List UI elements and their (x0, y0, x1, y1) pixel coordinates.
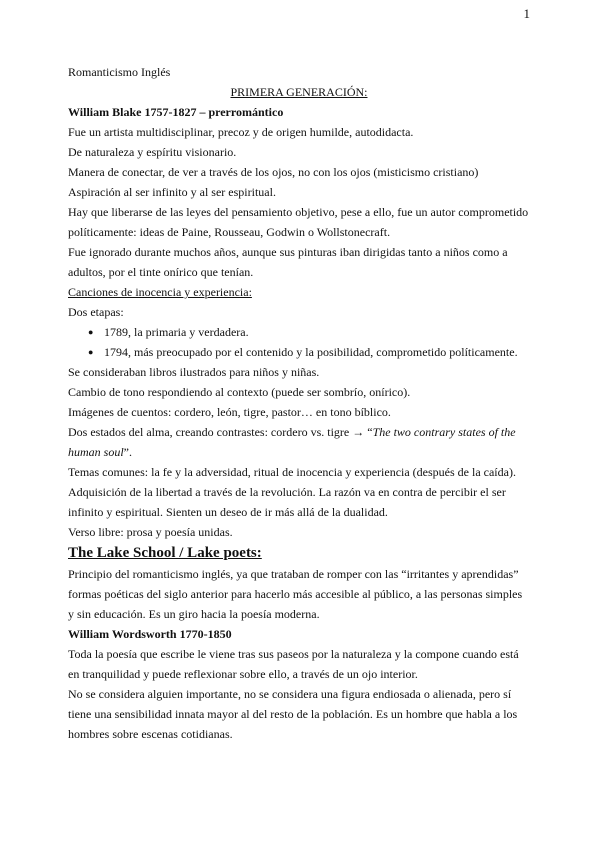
blake-paragraph: Hay que liberarse de las leyes del pensamiento objetivo, pese a ello, fue un autor comprometido políticamente: ideas de Paine, Rousseau, Godwin o Wollstonecraft. (68, 205, 529, 239)
etapas-list (68, 322, 530, 362)
temas-paragraph: Temas comunes: la fe y la adversidad, ritual de inocencia y experiencia (después de la caída). Adquisición de la libertad a través de la revolución. La razón va en contra de percibir el ser infinito y espiritual. Sienten un deseo de ir más allá de la dualidad. (68, 465, 516, 519)
dos-etapas-label: Dos etapas: (68, 305, 124, 319)
document-title: Romanticismo Inglés (68, 65, 171, 79)
lake-school-heading: The Lake School / Lake poets: (68, 545, 262, 561)
wordsworth-paragraph: Toda la poesía que escribe le viene tras sus paseos por la naturaleza y la compone cuando está en tranquilidad y puede reflexionar sobre ello, a través de un ojo interior. (68, 647, 519, 681)
blake-paragraph: Cambio de tono respondiendo al contexto (puede ser sombrío, onírico). (68, 385, 411, 399)
wordsworth-heading: William Wordsworth 1770-1850 (68, 627, 232, 641)
estados-suffix: ”. (123, 445, 132, 459)
blake-paragraph: Fue un artista multidisciplinar, precoz y de origen humilde, autodidacta. (68, 125, 414, 139)
estados-prefix: Dos estados del alma, creando contrastes: cordero vs. tigre → “ (68, 425, 373, 439)
list-item: ● 1794, más preocupado por el contenido y la posibilidad, comprometido políticamente. (104, 342, 530, 362)
list-item: ● 1789, la primaria y verdadera. (104, 322, 530, 342)
page-number: 1 (523, 6, 530, 21)
blake-paragraph: De naturaleza y espíritu visionario. (68, 145, 237, 159)
estados-paragraph (68, 422, 530, 462)
estados-quote: The two contrary states of the human soul (68, 425, 516, 459)
blake-paragraph: Fue ignorado durante muchos años, aunque sus pinturas iban dirigidas tanto a niños como a adultos, por el tinte onírico que tenían. (68, 245, 508, 279)
blake-paragraph: Imágenes de cuentos: cordero, león, tigre, pastor… en tono bíblico. (68, 405, 391, 419)
lake-paragraph: Principio del romanticismo inglés, ya que trataban de romper con las “irritantes y aprendidas” formas poéticas del siglo anterior para hacerlo más accesible al público, a las personas simples y sin educación. Es un giro hacia la poesía moderna. (68, 567, 523, 621)
document-body (68, 62, 530, 744)
blake-paragraph: Manera de conectar, de ver a través de los ojos, no con los ojos (misticismo cristiano) Aspiración al ser infinito y al ser espiritual. (68, 165, 479, 199)
blake-heading: William Blake 1757-1827 – prerromántico (68, 105, 284, 119)
verso-paragraph: Verso libre: prosa y poesía unidas. (68, 525, 233, 539)
wordsworth-paragraph: No se considera alguien importante, no se considera una figura endiosada o alienada, pero sí tiene una sensibilidad innata mayor al del resto de la población. Es un hombre que habla a los hombres sobre escenas cotidianas. (68, 687, 518, 741)
section-heading-primera-generacion: PRIMERA GENERACIÓN: (230, 85, 368, 99)
canciones-subheading: Canciones de inocencia y experiencia: (68, 285, 252, 299)
blake-paragraph: Se consideraban libros ilustrados para niños y niñas. (68, 365, 320, 379)
